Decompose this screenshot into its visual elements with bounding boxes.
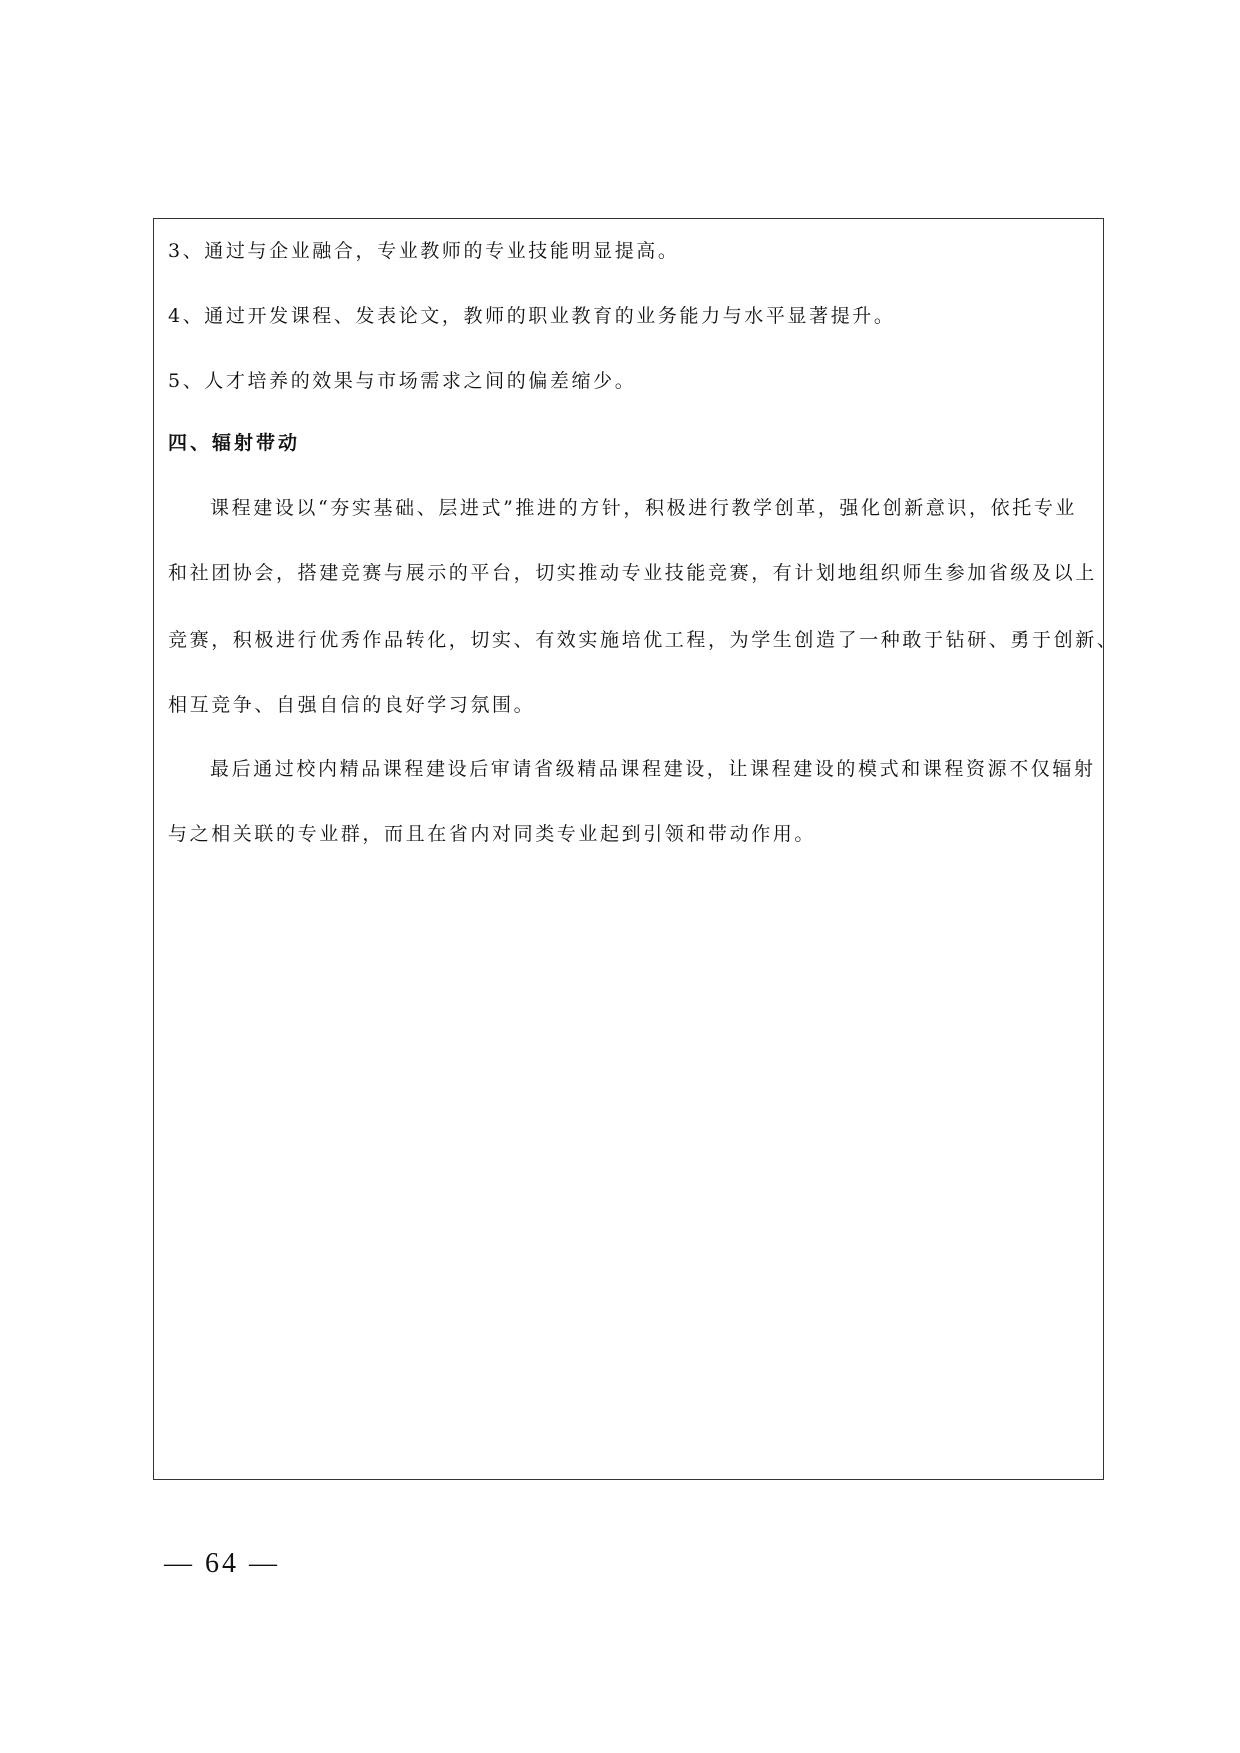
content-box [153,218,1104,1480]
paragraph1-line-2: 和社团协会，搭建竞赛与展示的平台，切实推动专业技能竞赛，有计划地组织师生参加省级及以上 [168,562,1097,584]
paragraph1-line-1: 课程建设以“夯实基础、层进式”推进的方针，积极进行教学创革，强化创新意识，依托专业 [210,497,1078,519]
paragraph1-line-4: 相互竞争、自强自信的良好学习氛围。 [168,694,536,716]
page-number: — 64 — [164,1548,280,1579]
paragraph2-line-1: 最后通过校内精品课程建设后审请省级精品课程建设，让课程建设的模式和课程资源不仅辐射 [210,758,1096,780]
paragraph2-line-2: 与之相关联的专业群，而且在省内对同类专业起到引领和带动作用。 [168,823,817,845]
list-item-4: 4、通过开发课程、发表论文，教师的职业教育的业务能力与水平显著提升。 [168,305,896,327]
paragraph1-line-3: 竞赛，积极进行优秀作品转化，切实、有效实施培优工程，为学生创造了一种敢于钻研、勇于创新、 [168,629,1119,651]
section-heading: 四、辐射带动 [168,432,301,454]
list-item-5: 5、人才培养的效果与市场需求之间的偏差缩少。 [168,370,637,392]
list-item-3: 3、通过与企业融合，专业教师的专业技能明显提高。 [168,240,680,262]
